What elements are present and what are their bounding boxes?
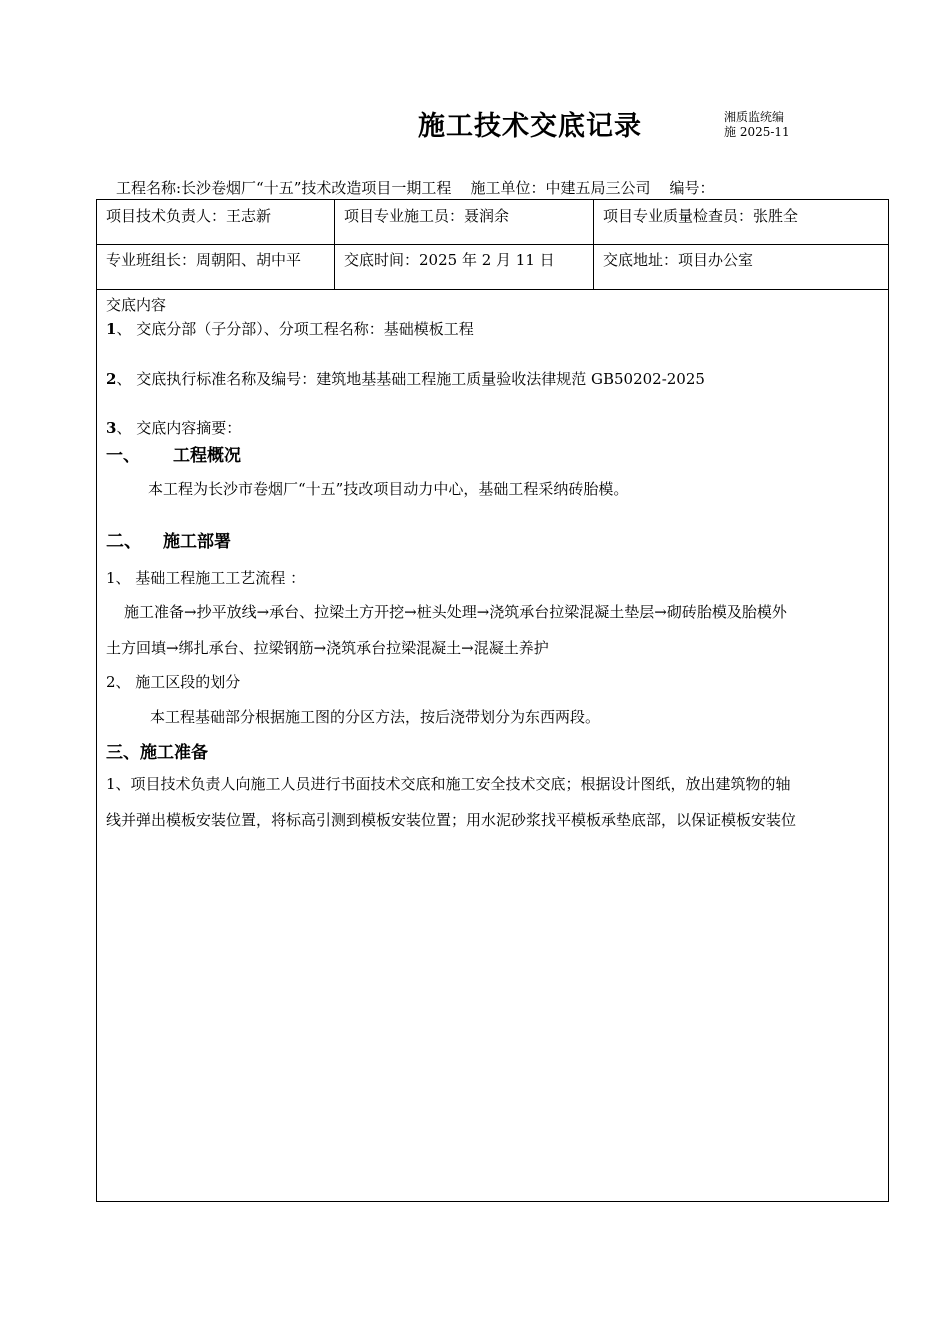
section-1-heading: 工程概况 (173, 446, 241, 466)
document-code-line1: 湘质监统编 (724, 110, 785, 124)
column-divider (593, 200, 594, 289)
row-divider (97, 289, 888, 290)
briefing-location-cell: 交底地址：项目办公室 (603, 251, 754, 269)
item-number: 2 (106, 370, 117, 388)
item-text: 、 交底分部（子分部）、分项工程名称：基础模板工程 (116, 320, 474, 338)
section-2-heading: 施工部署 (163, 532, 231, 552)
content-item-2 (106, 368, 705, 389)
document-code (724, 110, 790, 140)
section-3-heading: 三、施工准备 (106, 743, 208, 763)
column-divider (334, 200, 335, 289)
section-2-line: 土方回填→绑扎承台、拉梁钢筋→浇筑承台拉梁混凝土→混凝土养护 (106, 639, 549, 657)
section-2-line: 1、 基础工程施工工艺流程 ： (106, 569, 306, 587)
section-2-line: 2、 施工区段的划分 (106, 673, 241, 691)
item-number: 1 (106, 320, 117, 338)
page-title: 施工技术交底记录 (418, 111, 642, 142)
section-2-number: 二、 (106, 531, 142, 552)
construction-officer-cell: 项目专业施工员：聂润余 (344, 207, 510, 225)
row-divider (97, 244, 888, 245)
content-label: 交底内容 (106, 296, 167, 314)
section-3-line: 线并弹出模板安装位置，将标高引测到模板安装位置；用水泥砂浆找平模板承垫底部，以保证模板安装位 (106, 811, 797, 829)
section-1-number: 一、 (106, 446, 140, 466)
quality-inspector-cell: 项目专业质量检查员：张胜全 (603, 207, 799, 225)
team-leader-cell: 专业班组长：周朝阳、胡中平 (106, 251, 302, 269)
section-1-paragraph: 本工程为长沙市卷烟厂“十五”技改项目动力中心，基础工程采纳砖胎模。 (148, 480, 629, 498)
section-2-line: 施工准备→抄平放线→承台、拉梁土方开挖→桩头处理→浇筑承台拉梁混凝土垫层→砌砖胎模及胎模外 (124, 603, 787, 621)
tech-lead-cell: 项目技术负责人：王志新 (106, 207, 272, 225)
content-item-1 (106, 318, 474, 339)
project-info-line: 工程名称:长沙卷烟厂“十五”技术改造项目一期工程 施工单位：中建五局三公司 编号： (116, 179, 715, 197)
content-item-3 (106, 417, 241, 438)
briefing-time-cell: 交底时间：2025 年 2 月 11 日 (344, 251, 555, 269)
item-number: 3 (106, 419, 117, 437)
document-code-line2: 施 2025-11 (724, 125, 790, 139)
item-text: 、 交底内容摘要： (116, 419, 242, 437)
record-table (96, 199, 889, 1202)
section-3-line: 1、项目技术负责人向施工人员进行书面技术交底和施工安全技术交底；根据设计图纸，放出建筑物的轴 (106, 775, 791, 793)
section-2-line: 本工程基础部分根据施工图的分区方法，按后浇带划分为东西两段。 (150, 708, 601, 726)
item-text: 、 交底执行标准名称及编号：建筑地基基础工程施工质量验收法律规范 GB50202-2025 (116, 370, 705, 388)
